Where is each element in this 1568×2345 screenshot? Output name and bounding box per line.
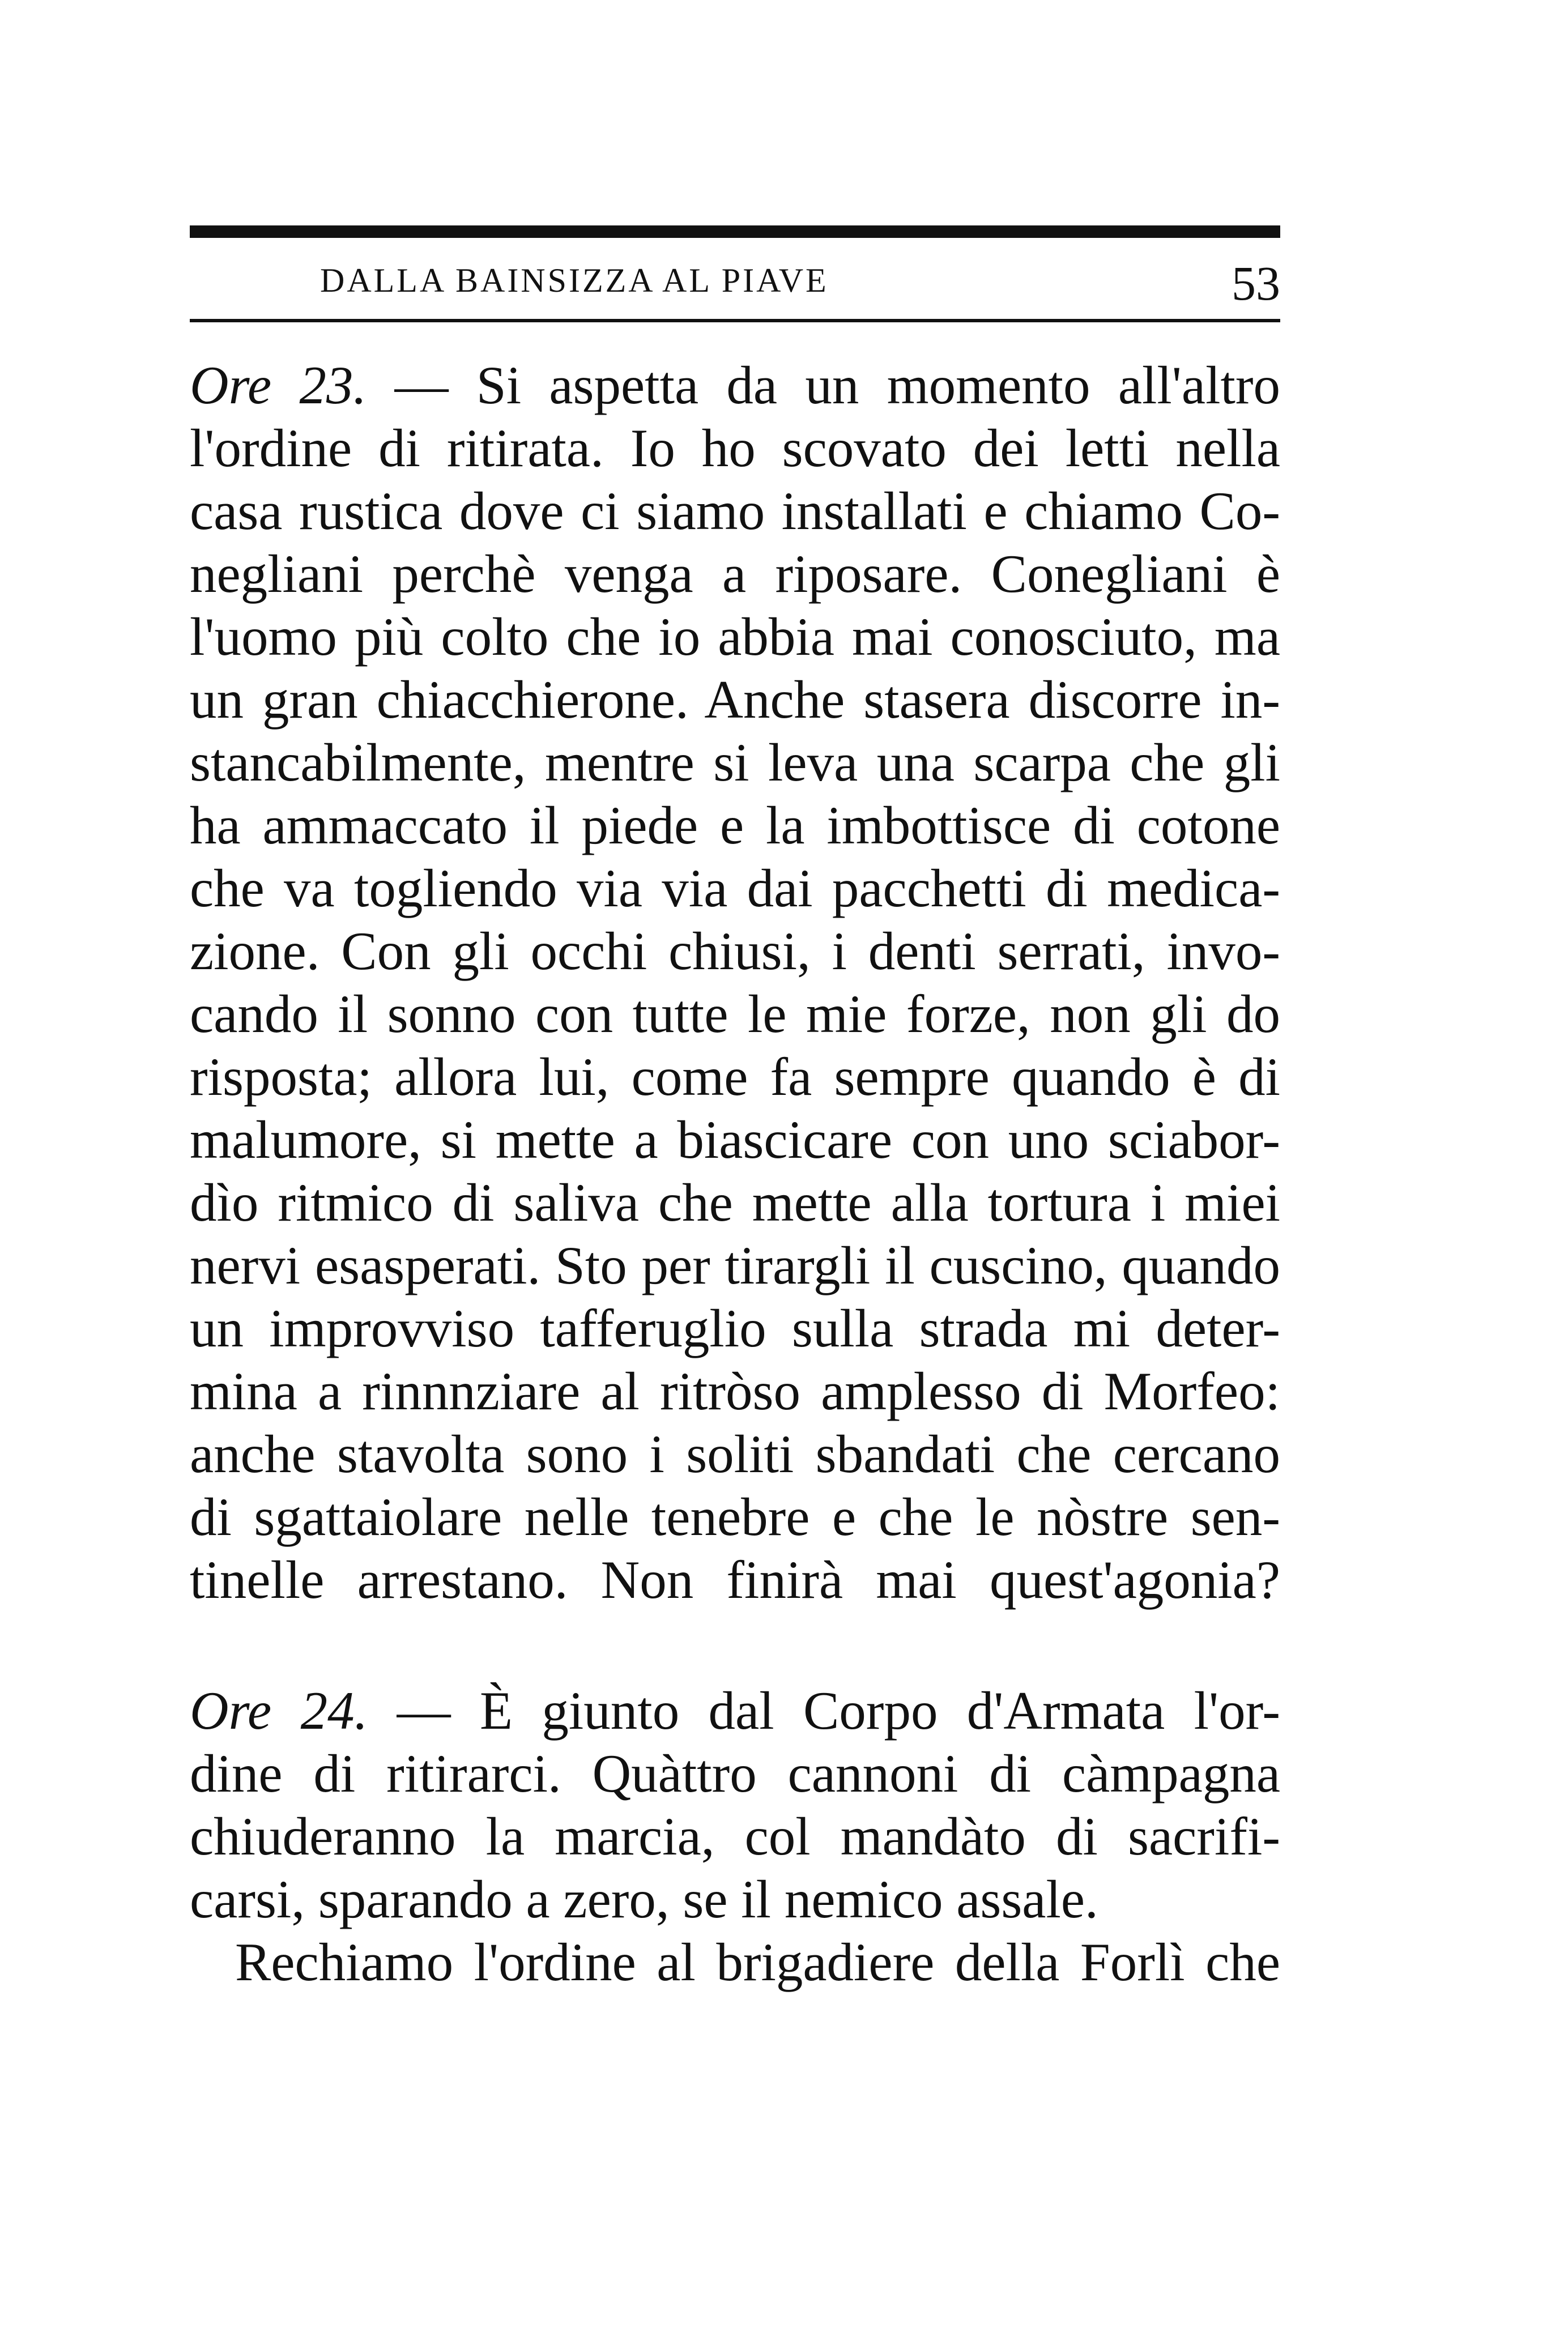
- text-line: mina a rinnnziare al ritròso amplesso di Morfeo:: [190, 1361, 1280, 1421]
- text-line: che va togliendo via via dai pacchetti di medica-: [190, 858, 1280, 918]
- text-line: ha ammaccato il piede e la imbottisce di cotone: [190, 795, 1280, 855]
- text-line: dine di ritirarci. Quàttro cannoni di càmpagna: [190, 1743, 1280, 1803]
- entry-ore-24: [190, 1679, 1280, 1931]
- text-line: zione. Con gli occhi chiusi, i denti serrati, invo-: [190, 921, 1280, 981]
- running-head: [190, 256, 1280, 310]
- text-line: negliani perchè venga a riposare. Conegliani è: [190, 544, 1280, 604]
- running-title: DALLA BAINSIZZA AL PIAVE: [320, 262, 829, 299]
- closing-paragraph: [190, 1931, 1280, 1994]
- text-line: di sgattaiolare nelle tenebre e che le nòstre sen-: [190, 1487, 1280, 1547]
- text-line: risposta; allora lui, come fa sempre quando è di: [190, 1047, 1280, 1107]
- text-line: malumore, si mette a biascicare con uno sciabor-: [190, 1110, 1280, 1170]
- header-rule-bottom: [190, 319, 1280, 322]
- body-text: [190, 354, 1280, 1994]
- time-label: Ore 24.: [190, 1681, 368, 1741]
- text-line: stancabilmente, mentre si leva una scarpa che gli: [190, 732, 1280, 792]
- text-line: l'ordine di ritirata. Io ho scovato dei letti nella: [190, 418, 1280, 478]
- header-rule-top: [190, 225, 1280, 238]
- text-line: Rechiamo l'ordine al brigadiere della Forlì che: [235, 1932, 1280, 1992]
- text-line: un gran chiacchierone. Anche stasera discorre in-: [190, 670, 1280, 730]
- text-line: cando il sonno con tutte le mie forze, non gli do: [190, 984, 1280, 1044]
- text-line: casa rustica dove ci siamo installati e chiamo Co-: [190, 481, 1280, 541]
- text-line: tinelle arrestano. Non finirà mai quest'agonia?: [190, 1550, 1280, 1610]
- page-number: 53: [1232, 256, 1280, 310]
- text-line: Ore 23. — Si aspetta da un momento all'altro: [190, 355, 1280, 415]
- text-line: l'uomo più colto che io abbia mai conosciuto, ma: [190, 607, 1280, 667]
- text-line: nervi esasperati. Sto per tirargli il cuscino, quando: [190, 1235, 1280, 1295]
- time-label: Ore 23.: [190, 355, 367, 415]
- section-gap: [190, 1611, 1280, 1679]
- text-line: carsi, sparando a zero, se il nemico assale.: [190, 1869, 1098, 1929]
- text-line: un improvviso tafferuglio sulla strada mi deter-: [190, 1298, 1280, 1358]
- text-line: anche stavolta sono i soliti sbandati che cercano: [190, 1424, 1280, 1484]
- entry-ore-23: [190, 354, 1280, 1611]
- text-line: Ore 24. — È giunto dal Corpo d'Armata l'or-: [190, 1681, 1280, 1741]
- text-line: dìo ritmico di saliva che mette alla tortura i miei: [190, 1172, 1280, 1233]
- text-line: chiuderanno la marcia, col mandàto di sacrifi-: [190, 1806, 1280, 1866]
